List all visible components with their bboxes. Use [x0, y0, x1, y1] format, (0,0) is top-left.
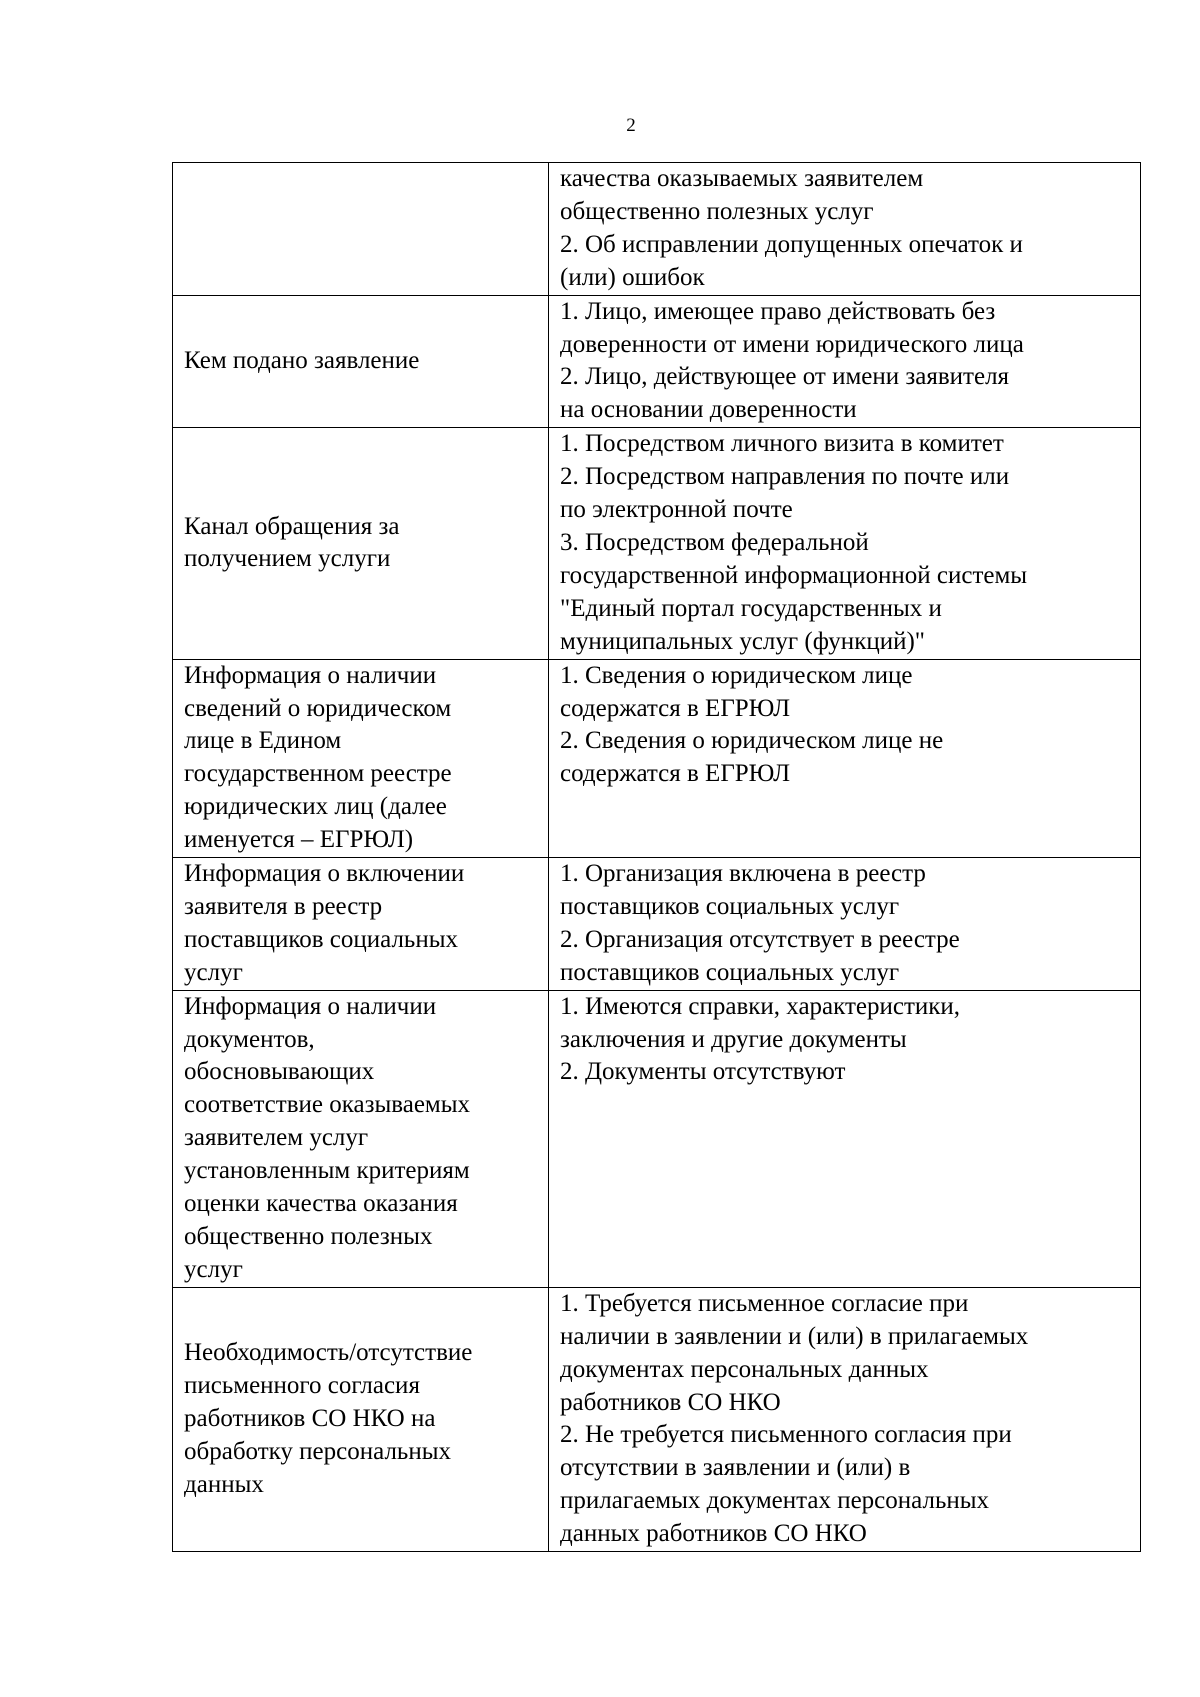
cell-text-line: услуг: [184, 958, 243, 986]
cell-text-line: 3. Посредством федеральной: [560, 528, 869, 556]
cell-text-line: соответствие оказываемых: [184, 1091, 471, 1119]
cell-text-line: услуг: [184, 1255, 243, 1283]
table-row: [173, 163, 1141, 296]
table-row: [173, 1287, 1141, 1551]
cell-text-line: муниципальных услуг (функций)": [560, 627, 926, 655]
table-row: [173, 659, 1141, 857]
cell-text-line: качества оказываемых заявителем: [560, 165, 924, 192]
cell-text-line: Канал обращения за: [184, 512, 400, 540]
cell-text-line: юридических лиц (далее: [184, 793, 447, 821]
cell-text-line: заявителем услуг: [184, 1124, 369, 1152]
cell-text-line: Информация о наличии: [184, 661, 437, 689]
row-value-cell: [549, 858, 1141, 991]
cell-text-line: поставщиков социальных услуг: [560, 958, 900, 986]
cell-text-line: государственном реестре: [184, 760, 452, 788]
cell-text-line: обосновывающих: [184, 1058, 375, 1086]
cell-text-line: 2. Сведения о юридическом лице не: [560, 727, 944, 755]
cell-text-line: получением услуги: [184, 545, 391, 573]
cell-text-line: данных работников СО НКО: [560, 1520, 867, 1548]
cell-text-line: 2. Документы отсутствуют: [560, 1058, 846, 1086]
document-table: [172, 162, 1141, 1552]
row-label-cell: [173, 163, 549, 296]
cell-text-line: именуется – ЕГРЮЛ): [184, 826, 414, 854]
cell-text-line: Кем подано заявление: [184, 346, 420, 374]
cell-text-line: поставщиков социальных услуг: [560, 892, 900, 920]
cell-text-line: документах персональных данных: [560, 1355, 929, 1383]
row-label-cell: [173, 659, 549, 857]
cell-text-line: Информация о наличии: [184, 992, 437, 1020]
cell-text-line: содержатся в ЕГРЮЛ: [560, 760, 791, 788]
page-number: 2: [626, 115, 636, 136]
cell-text-line: на основании доверенности: [560, 396, 857, 424]
cell-text-line: 1. Посредством личного визита в комитет: [560, 430, 1004, 458]
table-body: [173, 163, 1141, 1552]
row-value-cell: [549, 295, 1141, 428]
cell-text-line: по электронной почте: [560, 496, 793, 524]
cell-text-line: поставщиков социальных: [184, 925, 459, 953]
cell-text-line: обработку персональных: [184, 1437, 451, 1465]
cell-text-line: работников СО НКО: [560, 1388, 781, 1416]
cell-text-line: содержатся в ЕГРЮЛ: [560, 694, 791, 722]
cell-text-line: заявителя в реестр: [184, 892, 383, 920]
cell-text-line: наличии в заявлении и (или) в прилагаемых: [560, 1322, 1029, 1350]
cell-text-line: оценки качества оказания: [184, 1190, 458, 1218]
cell-text-line: установленным критериям: [184, 1157, 470, 1185]
row-value-cell: [549, 163, 1141, 296]
cell-text-line: 1. Сведения о юридическом лице: [560, 661, 913, 689]
row-label-cell: [173, 295, 549, 428]
row-label-cell: [173, 858, 549, 991]
cell-text-line: общественно полезных услуг: [560, 197, 874, 225]
row-label-cell: [173, 990, 549, 1287]
cell-text-line: 1. Имеются справки, характеристики,: [560, 992, 961, 1020]
cell-text-line: работников СО НКО на: [184, 1404, 436, 1432]
row-value-cell: [549, 659, 1141, 857]
cell-text-line: документов,: [184, 1025, 315, 1053]
cell-text-line: государственной информационной системы: [560, 561, 1028, 589]
cell-text-line: заключения и другие документы: [560, 1025, 907, 1053]
cell-text-line: 2. Не требуется письменного согласия при: [560, 1421, 1012, 1449]
cell-text-line: данных: [184, 1470, 264, 1498]
cell-text-line: Необходимость/отсутствие: [184, 1339, 473, 1367]
table-row: [173, 858, 1141, 991]
cell-text-line: "Единый портал государственных и: [560, 594, 942, 622]
cell-text-line: доверенности от имени юридического лица: [560, 330, 1024, 358]
table-row: [173, 990, 1141, 1287]
cell-text-line: 2. Лицо, действующее от имени заявителя: [560, 363, 1010, 391]
table-row: [173, 295, 1141, 428]
cell-text-line: отсутствии в заявлении и (или) в: [560, 1454, 911, 1482]
cell-text-line: Информация о включении: [184, 860, 465, 888]
row-value-cell: [549, 1287, 1141, 1551]
cell-text-line: прилагаемых документах персональных: [560, 1487, 990, 1515]
cell-text-line: (или) ошибок: [560, 263, 705, 291]
cell-text-line: 2. Об исправлении допущенных опечаток и: [560, 230, 1023, 258]
cell-text-line: 1. Организация включена в реестр: [560, 860, 926, 888]
cell-text-line: общественно полезных: [184, 1223, 433, 1250]
cell-text-line: 1. Лицо, имеющее право действовать без: [560, 297, 996, 325]
cell-text-line: сведений о юридическом: [184, 694, 452, 722]
row-label-cell: [173, 1287, 549, 1551]
table-row: [173, 428, 1141, 659]
cell-text-line: 2. Посредством направления по почте или: [560, 463, 1010, 491]
cell-text-line: 1. Требуется письменное согласие при: [560, 1289, 969, 1317]
row-value-cell: [549, 990, 1141, 1287]
row-label-cell: [173, 428, 549, 659]
cell-text-line: 2. Организация отсутствует в реестре: [560, 925, 960, 953]
cell-text-line: письменного согласия: [184, 1372, 420, 1400]
cell-text-line: лице в Едином: [184, 727, 342, 755]
row-value-cell: [549, 428, 1141, 659]
